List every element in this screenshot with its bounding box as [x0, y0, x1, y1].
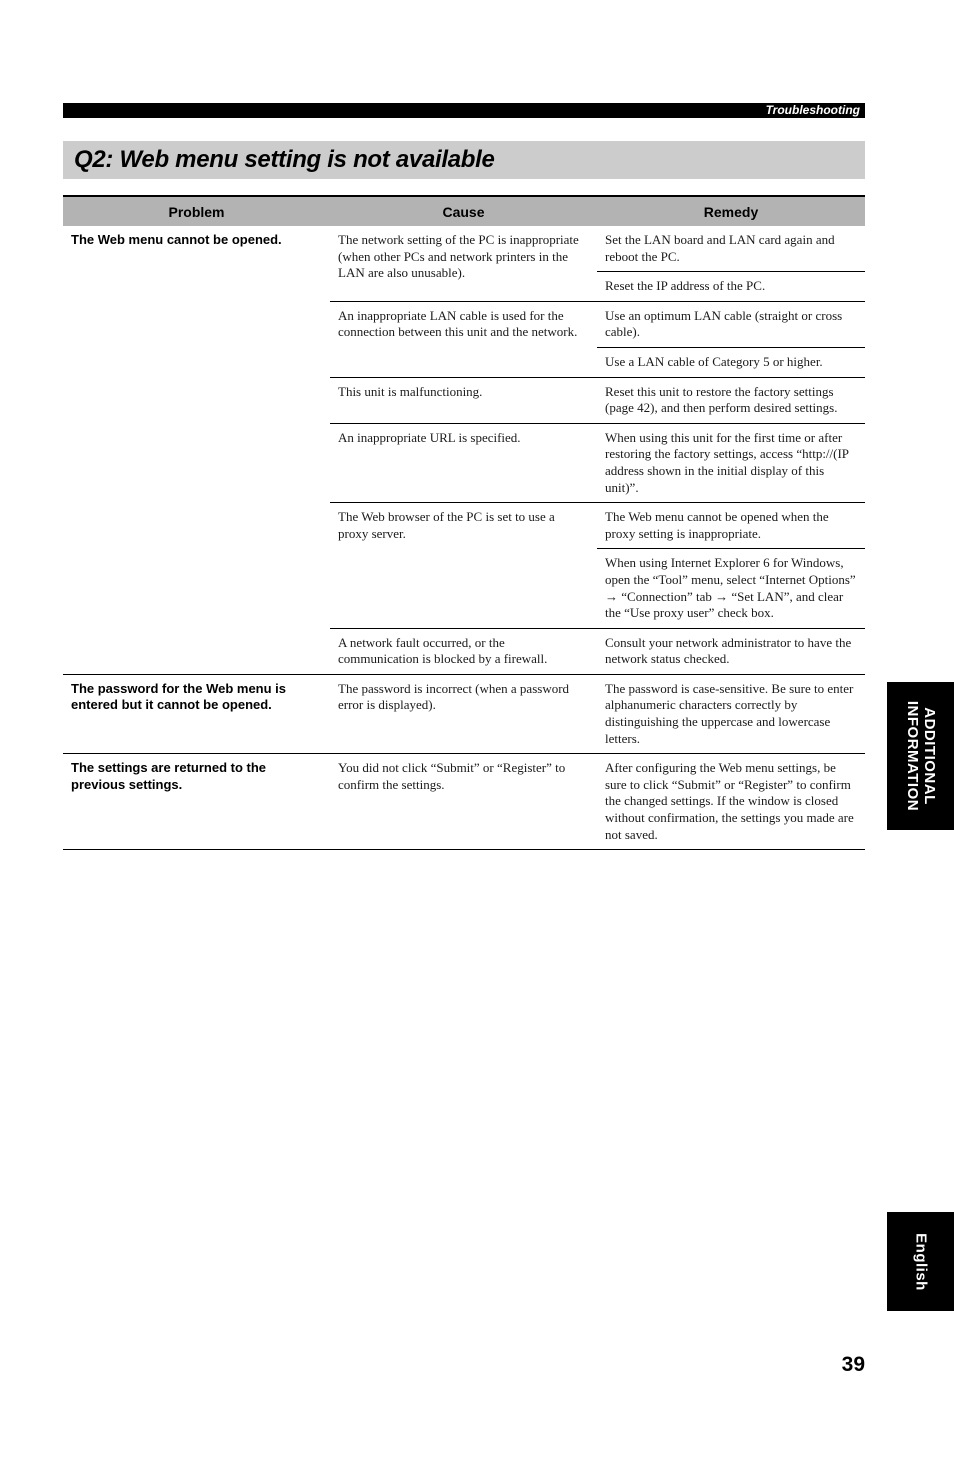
troubleshooting-table: [63, 195, 865, 850]
section-side-tab: [887, 682, 954, 830]
cause-cell: You did not click “Submit” or “Register” to confirm the settings.: [330, 754, 597, 850]
remedy-cell: Reset this unit to restore the factory settings (page 42), and then perform desired settings.: [597, 377, 865, 423]
remedy-cell: Use an optimum LAN cable (straight or cross cable).: [597, 301, 865, 347]
cause-cell: The Web browser of the PC is set to use a proxy server.: [330, 503, 597, 629]
header-cause: Cause: [330, 196, 597, 226]
remedy-cell: Reset the IP address of the PC.: [597, 272, 865, 302]
remedy-cell: The password is case-sensitive. Be sure to enter alphanumeric characters correctly by distinguishing the uppercase and lowercase letters.: [597, 674, 865, 753]
header-bar: [63, 103, 865, 118]
title-bar: [63, 141, 865, 179]
remedy-cell: When using this unit for the first time or after restoring the factory settings, access “http://(IP address shown in the initial display of this unit)”.: [597, 423, 865, 502]
cause-cell: A network fault occurred, or the communication is blocked by a firewall.: [330, 628, 597, 674]
remedy-cell: Use a LAN cable of Category 5 or higher.: [597, 347, 865, 377]
language-side-tab: [887, 1212, 954, 1311]
page-number: 39: [841, 1353, 865, 1376]
table-row: [63, 754, 865, 850]
section-label: Troubleshooting: [765, 103, 860, 117]
table-row: [63, 226, 865, 272]
cause-cell: This unit is malfunctioning.: [330, 377, 597, 423]
language-label: English: [912, 1232, 929, 1291]
remedy-cell: When using Internet Explorer 6 for Windows, open the “Tool” menu, select “Internet Options” → “Connection” tab → “Set LAN”, and clear the “Use proxy user” check box.: [597, 549, 865, 628]
section-tab-line-1: ADDITIONAL: [920, 707, 938, 805]
cause-cell: An inappropriate URL is specified.: [330, 423, 597, 502]
table-header-row: [63, 196, 865, 226]
problem-cell: The password for the Web menu is entered but it cannot be opened.: [63, 674, 330, 753]
cause-cell: An inappropriate LAN cable is used for the connection between this unit and the network.: [330, 301, 597, 377]
problem-cell: The Web menu cannot be opened.: [63, 226, 330, 674]
remedy-cell: Consult your network administrator to have the network status checked.: [597, 628, 865, 674]
problem-cell: The settings are returned to the previous settings.: [63, 754, 330, 850]
remedy-cell: Set the LAN board and LAN card again and reboot the PC.: [597, 226, 865, 272]
remedy-cell: After configuring the Web menu settings, be sure to click “Submit” or “Register” to confirm the changed settings. If the window is closed without confirmation, the settings you made are not saved.: [597, 754, 865, 850]
remedy-cell: The Web menu cannot be opened when the proxy setting is inappropriate.: [597, 503, 865, 549]
cause-cell: The password is incorrect (when a password error is displayed).: [330, 674, 597, 753]
page-title: Q2: Web menu setting is not available: [74, 146, 495, 173]
section-tab-line-2: INFORMATION: [903, 700, 921, 812]
header-remedy: Remedy: [597, 196, 865, 226]
header-problem: Problem: [63, 196, 330, 226]
table-row: [63, 674, 865, 753]
cause-cell: The network setting of the PC is inappropriate (when other PCs and network printers in the LAN are also unusable).: [330, 226, 597, 301]
